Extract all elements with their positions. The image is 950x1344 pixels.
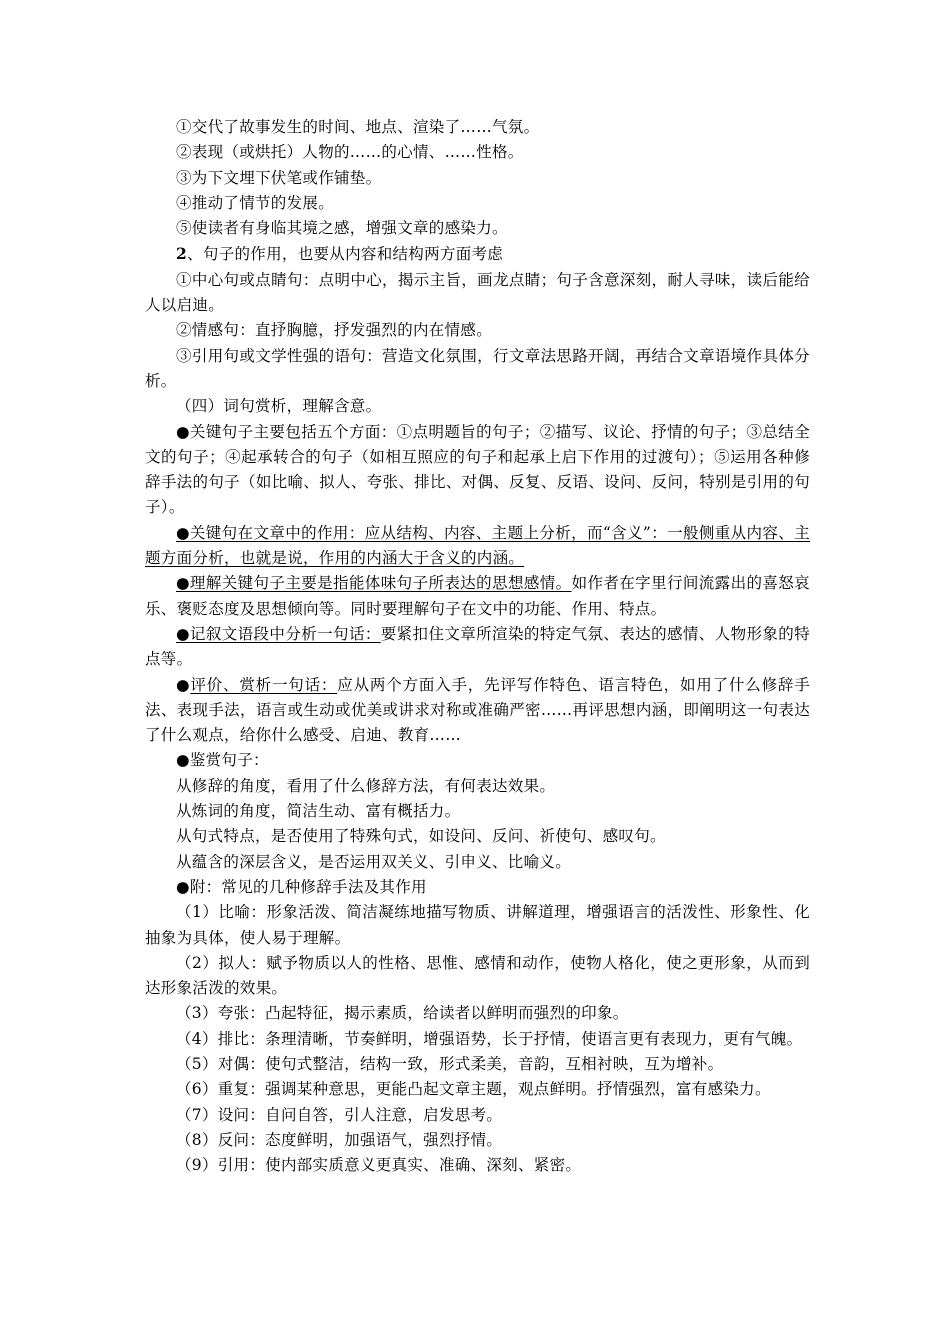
paragraph-rhetorical-ask: （8）反问：态度鲜明，加强语气，强烈抒情。	[176, 1130, 503, 1149]
paragraph-appendix-heading: ●附：常见的几种修辞手法及其作用	[176, 877, 427, 896]
body-text: 要紧扣住文章所渲染的特定气氛、表达的感情、人物形象的特点等。	[145, 624, 810, 669]
paragraph-setting-effect-3: ③为下文埋下伏笔或作铺垫。	[176, 168, 382, 187]
heading-text: 、句子的作用，也要从内容和结构两方面考虑	[187, 245, 504, 264]
paragraph-repetition: （6）重复：强调某种意思，更能凸起文章主题，观点鲜明。抒情强烈，富有感染力。	[176, 1080, 771, 1099]
paragraph-word-angle: 从炼词的角度，简洁生动、富有概括力。	[176, 802, 461, 821]
paragraph-parallelism: （4）排比：条理清晰，节奏鲜明，增强语势，长于抒情，使语言更有表现力，更有气魄。	[176, 1029, 803, 1048]
paragraph-setting-effect-2: ②表现（或烘托）人物的……的心情、……性格。	[176, 143, 524, 162]
paragraph-rhetoric-angle: 从修辞的角度，看用了什么修辞方法，有何表达效果。	[176, 776, 556, 795]
paragraph-metaphor: （1）比喻：形象活泼、简洁凝练地描写物质、讲解道理，增强语言的活泼性、形象性、化抽象为具体，使人易于理解。	[145, 903, 810, 947]
underlined-text: ●理解关键句子主要是指能体味句子所表达的思想感情。	[176, 574, 572, 593]
body-text: 如作者在字里行间流露出的喜怒哀乐、褒贬态度及思想倾向等。同时要理解句子在文中的功能、作用、特点。	[145, 574, 810, 618]
paragraph-emotion-sentence: ②情感句：直抒胸臆，抒发强烈的内在情感。	[176, 321, 493, 340]
section-heading-four: （四）词句赏析，理解含意。	[176, 397, 382, 416]
paragraph-key-sentence-role	[145, 521, 810, 572]
heading-number: 2	[176, 244, 188, 264]
paragraph-hyperbole: （3）夸张：凸起特征，揭示素质，给读者以鲜明而强烈的印象。	[176, 1004, 629, 1023]
paragraph-appreciate-heading: ●鉴赏句子：	[176, 751, 269, 770]
body-text: 应从两个方面入手，先评写作特色、语言特色，如用了什么修辞手法、表现手法，语言或生动或优美或讲求对称或准确严密……再评思想内涵，即阐明这一句表达了什么观点，给你什么感受、启迪、教育……	[145, 675, 811, 745]
paragraph-quote-sentence: ③引用句或文学性强的语句：营造文化氛围，行文章法思路开阔，再结合文章语境作具体分析。	[145, 346, 810, 390]
paragraph-rhetorical-question: （7）设问：自问自答，引人注意，启发思考。	[176, 1105, 503, 1124]
underlined-text: ●关键句在文章中的作用：应从结构、内容、主题上分析，而“含义”：一般侧重从内容、主题方面分析，也就是说，作用的内涵大于含义的内涵。	[145, 523, 810, 568]
paragraph-quotation: （9）引用：使内部实质意义更真实、准确、深刻、紧密。	[176, 1156, 582, 1175]
paragraph-syntax-angle: 从句式特点，是否使用了特殊句式，如设问、反问、祈使句、感叹句。	[176, 827, 666, 846]
paragraph-understand-key	[145, 571, 810, 622]
paragraph-deep-meaning-angle: 从蕴含的深层含义，是否运用双关义、引申义、比喻义。	[176, 852, 572, 871]
paragraph-evaluate-sentence	[145, 673, 810, 749]
paragraph-setting-effect-5: ⑤使读者有身临其境之感，增强文章的感染力。	[176, 219, 508, 238]
paragraph-narrative-analysis	[145, 622, 810, 673]
heading-sentence-function	[145, 241, 810, 267]
bullet: ●	[176, 675, 191, 694]
paragraph-central-sentence: ①中心句或点睛句：点明中心，揭示主旨，画龙点睛；句子含意深刻，耐人寻味，读后能给人以启迪。	[145, 270, 810, 315]
paragraph-key-sentences: ●关键句子主要包括五个方面：①点明题旨的句子；②描写、议论、抒情的句子；③总结全文的句子；④起承转合的句子（如相互照应的句子和起承上启下作用的过渡句）；⑤运用各种修辞手法的句子（如比喻、拟人、夸张、排比、对偶、反复、反语、设问、反问，特别是引用的句子）。	[145, 422, 810, 517]
paragraph-setting-effect-4: ④推动了情节的发展。	[176, 193, 335, 212]
underlined-text: ●记叙文语段中分析一句话：	[176, 624, 381, 643]
paragraph-antithesis: （5）对偶：使句式整洁，结构一致，形式柔美，音韵，互相衬映，互为增补。	[176, 1054, 724, 1073]
paragraph-personification: （2）拟人：赋予物质以人的性格、思惟、感情和动作，使物人格化，使之更形象，从而到达形象活泼的效果。	[145, 953, 810, 998]
underlined-text: 评价、赏析一句话：	[190, 675, 338, 694]
paragraph-setting-effect-1: ①交代了故事发生的时间、地点、渲染了……气氛。	[176, 118, 540, 136]
document-page	[145, 115, 810, 1178]
